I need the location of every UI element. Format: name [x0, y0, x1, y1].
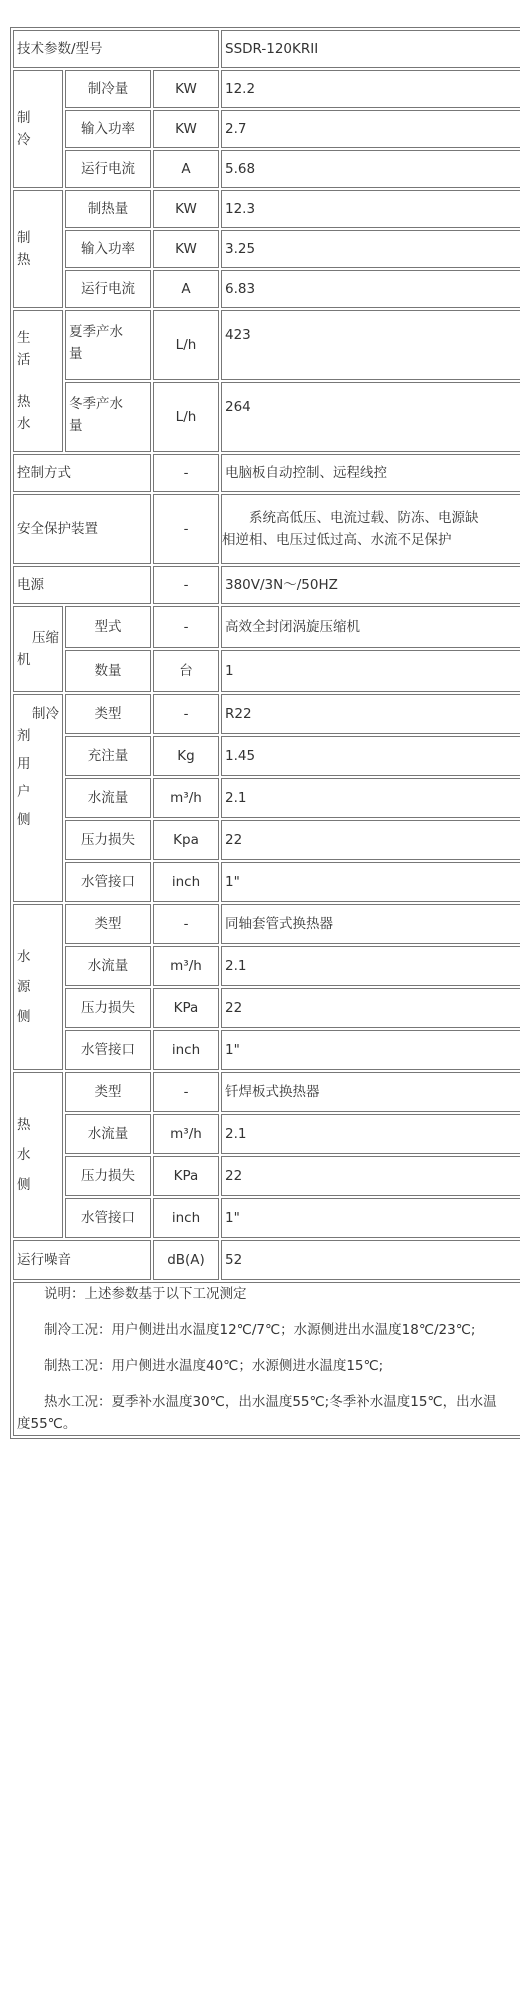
table-row — [13, 862, 520, 902]
param-unit: KW — [153, 110, 219, 148]
param-name: 制冷量 — [65, 70, 151, 108]
param-value: 12.3 — [221, 190, 520, 228]
param-unit: - — [153, 494, 219, 564]
param-name: 水管接口 — [65, 862, 151, 902]
param-value: 2.1 — [221, 946, 520, 986]
table-row — [13, 150, 520, 188]
table-row — [13, 190, 520, 228]
notes-row — [13, 1282, 520, 1436]
group-label-hot-side: 热 水 侧 — [13, 1072, 63, 1238]
param-name: 充注量 — [65, 736, 151, 776]
param-value: 22 — [221, 1156, 520, 1196]
param-unit: m³/h — [153, 1114, 219, 1154]
param-unit: KW — [153, 70, 219, 108]
param-name: 压力损失 — [65, 988, 151, 1028]
param-unit: 台 — [153, 650, 219, 692]
param-value: 3.25 — [221, 230, 520, 268]
param-name: 输入功率 — [65, 110, 151, 148]
table-row — [13, 778, 520, 818]
param-name: 水流量 — [65, 946, 151, 986]
param-value: 同轴套管式换热器 — [221, 904, 520, 944]
param-value: 高效全封闭涡旋压缩机 — [221, 606, 520, 648]
param-unit: A — [153, 270, 219, 308]
param-value: 22 — [221, 988, 520, 1028]
table-row — [13, 694, 520, 734]
param-value: 2.7 — [221, 110, 520, 148]
table-row — [13, 494, 520, 564]
param-name: 运行电流 — [65, 150, 151, 188]
param-name: 输入功率 — [65, 230, 151, 268]
param-name: 型式 — [65, 606, 151, 648]
table-row — [13, 650, 520, 692]
param-name: 类型 — [65, 694, 151, 734]
table-row — [13, 1072, 520, 1112]
param-value: 系统高低压、电流过载、防冻、电源缺 相逆相、电压过低过高、水流不足保护 — [221, 494, 520, 564]
note-line: 说明：上述参数基于以下工况测定 — [44, 1286, 247, 1302]
param-value: 钎焊板式换热器 — [221, 1072, 520, 1112]
param-name: 制热量 — [65, 190, 151, 228]
table-row — [13, 382, 520, 452]
param-value: 2.1 — [221, 778, 520, 818]
param-name: 压力损失 — [65, 820, 151, 860]
param-unit: - — [153, 606, 219, 648]
group-label-refrigerant-user-side: 制冷 剂 用 户 侧 — [13, 694, 63, 902]
param-value: 264 — [221, 382, 520, 452]
param-name: 水管接口 — [65, 1030, 151, 1070]
param-name: 运行噪音 — [13, 1240, 151, 1280]
param-value: 2.1 — [221, 1114, 520, 1154]
model-value: SSDR-120KRII — [221, 30, 520, 68]
param-unit: Kpa — [153, 820, 219, 860]
param-value: 380V/3N～/50HZ — [221, 566, 520, 604]
param-name: 类型 — [65, 904, 151, 944]
table-row — [13, 454, 520, 492]
note-line: 度55℃。 — [17, 1416, 77, 1432]
table-row — [13, 1030, 520, 1070]
param-unit: L/h — [153, 310, 219, 380]
param-name: 水流量 — [65, 778, 151, 818]
param-value: 1" — [221, 1030, 520, 1070]
spec-table-wrapper — [10, 27, 510, 1439]
param-unit: L/h — [153, 382, 219, 452]
param-unit: - — [153, 694, 219, 734]
param-unit: inch — [153, 1030, 219, 1070]
param-unit: - — [153, 454, 219, 492]
table-row — [13, 904, 520, 944]
table-row — [13, 1198, 520, 1238]
header-label: 技术参数/型号 — [13, 30, 219, 68]
param-unit: Kg — [153, 736, 219, 776]
param-value: 12.2 — [221, 70, 520, 108]
param-name: 运行电流 — [65, 270, 151, 308]
param-value: 1.45 — [221, 736, 520, 776]
table-row — [13, 1240, 520, 1280]
group-label-heating: 制 热 — [13, 190, 63, 308]
param-name: 类型 — [65, 1072, 151, 1112]
param-name: 电源 — [13, 566, 151, 604]
table-row — [13, 606, 520, 648]
param-unit: m³/h — [153, 778, 219, 818]
param-value: 5.68 — [221, 150, 520, 188]
param-unit: - — [153, 904, 219, 944]
param-value: 1" — [221, 1198, 520, 1238]
table-row — [13, 1114, 520, 1154]
param-value: 1" — [221, 862, 520, 902]
param-value: 52 — [221, 1240, 520, 1280]
param-name: 压力损失 — [65, 1156, 151, 1196]
spec-table — [10, 27, 520, 1439]
param-name: 夏季产水 量 — [65, 310, 151, 380]
table-row — [13, 310, 520, 380]
param-unit: m³/h — [153, 946, 219, 986]
param-name: 安全保护装置 — [13, 494, 151, 564]
table-row — [13, 946, 520, 986]
note-line: 制冷工况：用户侧进出水温度12℃/7℃；水源侧进出水温度18℃/23℃; — [44, 1322, 476, 1338]
param-name: 水管接口 — [65, 1198, 151, 1238]
table-row — [13, 110, 520, 148]
header-row — [13, 30, 520, 68]
table-row — [13, 820, 520, 860]
param-name: 控制方式 — [13, 454, 151, 492]
table-row — [13, 270, 520, 308]
table-row — [13, 736, 520, 776]
param-value: 423 — [221, 310, 520, 380]
group-label-compressor: 压缩 机 — [13, 606, 63, 692]
param-value: 1 — [221, 650, 520, 692]
param-unit: - — [153, 1072, 219, 1112]
group-label-cooling: 制 冷 — [13, 70, 63, 188]
param-unit: A — [153, 150, 219, 188]
table-row — [13, 70, 520, 108]
param-unit: - — [153, 566, 219, 604]
param-value: 6.83 — [221, 270, 520, 308]
param-unit: KPa — [153, 988, 219, 1028]
param-value: 22 — [221, 820, 520, 860]
note-line: 热水工况：夏季补水温度30℃，出水温度55℃;冬季补水温度15℃，出水温 — [44, 1394, 497, 1410]
group-label-hot-water: 生 活 热 水 — [13, 310, 63, 452]
table-row — [13, 230, 520, 268]
param-unit: inch — [153, 1198, 219, 1238]
param-unit: inch — [153, 862, 219, 902]
param-value: 电脑板自动控制、远程线控 — [221, 454, 520, 492]
param-unit: KW — [153, 230, 219, 268]
table-row — [13, 566, 520, 604]
table-row — [13, 988, 520, 1028]
param-unit: KW — [153, 190, 219, 228]
param-unit: dB(A) — [153, 1240, 219, 1280]
param-name: 冬季产水 量 — [65, 382, 151, 452]
param-value: R22 — [221, 694, 520, 734]
param-name: 数量 — [65, 650, 151, 692]
group-label-source-side: 水 源 侧 — [13, 904, 63, 1070]
notes-cell — [13, 1282, 520, 1436]
param-name: 水流量 — [65, 1114, 151, 1154]
table-row — [13, 1156, 520, 1196]
note-line: 制热工况：用户侧进水温度40℃；水源侧进水温度15℃; — [44, 1358, 384, 1374]
param-unit: KPa — [153, 1156, 219, 1196]
